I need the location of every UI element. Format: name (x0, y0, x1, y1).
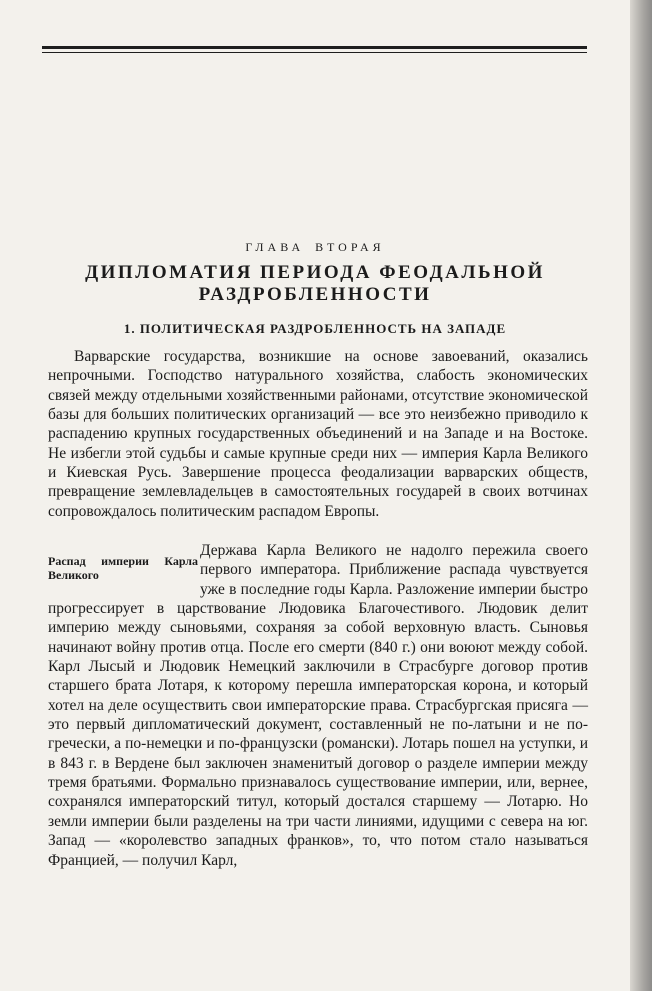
paragraph-2-text: Держава Карла Великого не надолго пережила своего первого императора. Приближение распада чувствуется уже в последние годы Карла. Разложение империи быстро прогрессирует в царствование Людовика Благочестивого. Людовик делит империю между сыновьями, сохраняя за собой верховную власть. Сыновья начинают войну против отца. После его смерти (840 г.) они воюют между собой. Карл Лысый и Людовик Немецкий заключили в Страсбурге договор против старшего брата Лотаря, к которому перешла императорская корона, и который хотел на деле осуществить свои императорские права. Страсбургская присяга — это первый дипломатический документ, составленный не по-латыни и не по-гречески, а по-немецки и по-французски (романски). Лотарь пошел на уступки, и в 843 г. в Вердене был заключен знаменитый договор о разделе империи между тремя братьями. Формально признавалось существование империи, или, вернее, сохранялся императорский титул, который достался старшему — Лотарю. Но земли империи были разделены на три части линиями, идущими с севера на юг. Запад — «королевство западных франков», то, что потом стало называться Францией, — получил Карл, (48, 542, 588, 869)
chapter-label: ГЛАВА ВТОРАЯ (245, 240, 385, 254)
chapter-title-line-1: ДИПЛОМАТИЯ ПЕРИОДА ФЕОДАЛЬНОЙ (85, 262, 545, 283)
header-rule-thick (42, 46, 587, 49)
page-edge-shadow (630, 0, 652, 991)
chapter-title-line-2: РАЗДРОБЛЕННОСТИ (198, 284, 432, 305)
margin-note: Распад империи Карла Великого (48, 554, 198, 582)
chapter-title (0, 262, 630, 306)
header-rule-thin (42, 52, 587, 53)
section-title: 1. ПОЛИТИЧЕСКАЯ РАЗДРОБЛЕННОСТЬ НА ЗАПАДЕ (123, 321, 507, 336)
body-paragraph-1 (48, 347, 588, 521)
paragraph-1-text: Варварские государства, возникшие на основе завоеваний, оказались непрочными. Господство натурального хозяйства, слабость экономических связей между отдельными хозяйственными районами, отсутствие экономической базы для больших политических организаций — все это неизбежно приводило к распадению крупных государственных объединений и на Западе и на Востоке. Не избегли этой судьбы и самые крупные среди них — империя Карла Великого и Киевская Русь. Завершение процесса феодализации варварских обществ, превращение землевладельцев в самостоятельных государей в своих вотчинах сопровождалось политическим распадом Европы. (48, 348, 588, 520)
body-paragraph-2 (48, 541, 588, 870)
